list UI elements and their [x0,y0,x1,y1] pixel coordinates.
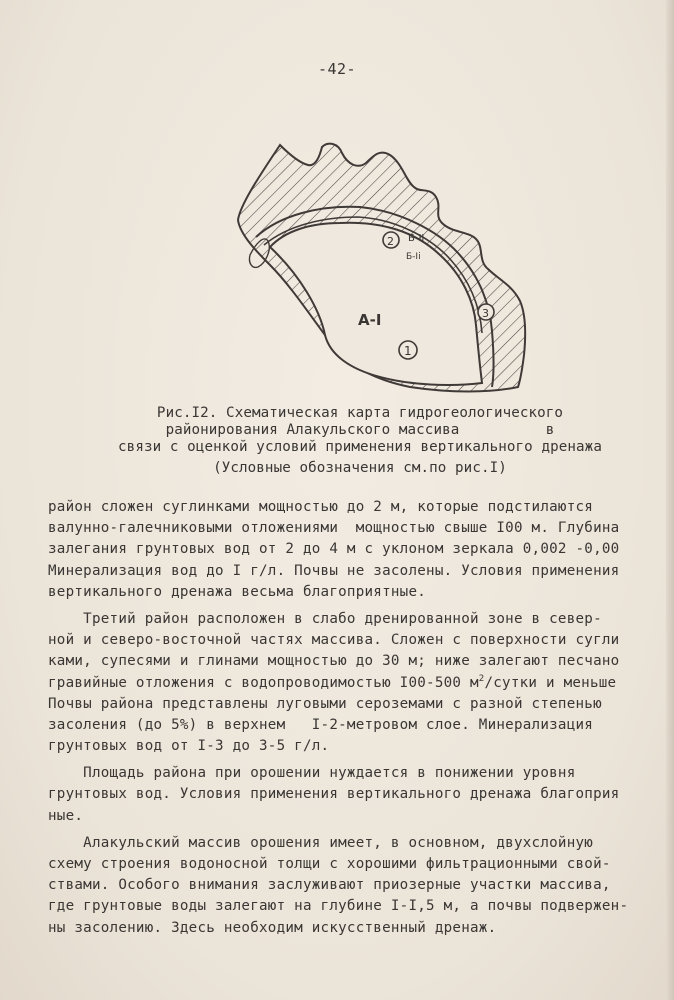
text-line-with-superscript [48,673,674,694]
hydrogeological-map-figure [230,135,530,400]
caption-line-2: районирования Алакульского массива в [165,422,555,438]
text-line: грунтовых вод от I-3 до 3-5 г/л. [48,738,330,755]
superscript: 2 [478,673,485,684]
text-line: Алакульский массив орошения имеет, в основном, двухслойную [48,834,594,851]
text-segment: гравийные отложения с водопроводимостью I00-500 м [48,674,479,691]
paragraph-3 [48,763,674,827]
text-line: засоления (до 5%) в верхнем I-2-метровом слое. Минерализация [48,716,594,733]
text-line: Минерализация вод до I г/л. Почвы не засолены. Условия применения [48,562,620,579]
caption-line-1: Рис.I2. Схематическая карта гидрогеологического [156,405,564,421]
zone-a1-label: А-I [358,311,382,329]
text-line: ной и северо-восточной частях массива. Сложен с поверхности сугли [48,632,620,649]
marker-1-label: 1 [404,344,412,358]
text-line: Площадь района при орошении нуждается в понижении уровня [48,765,576,782]
text-line: валунно-галечниковыми отложениями мощностью свыше I00 м. Глубина [48,520,620,537]
text-line: где грунтовые воды залегают на глубине I-I,5 м, а почвы подвержен- [48,898,629,915]
text-line: ны засолению. Здесь необходим искусственный дренаж. [48,919,497,936]
paragraph-4 [48,833,674,939]
text-line: грунтовых вод. Условия применения вертикального дренажа благоприя [48,786,620,803]
text-line: ные. [48,807,84,824]
body-text [48,497,674,939]
caption-line-3: связи с оценкой условий применения вертикального дренажа [118,439,602,455]
paragraph-1 [48,497,674,603]
text-line: Третий район расположен в слабо дренированной зоне в север- [48,610,602,627]
figure-caption [60,405,660,477]
text-line: ками, супесями и глинами мощностью до 30 м; ниже залегают песчано [48,653,620,670]
page-number: -42- [317,60,357,78]
text-line: район сложен суглинками мощностью до 2 м, которые подстилаются [48,499,594,515]
text-line: вертикального дренажа весьма благоприятные. [48,583,427,600]
marker-2-label: 2 [387,235,394,248]
text-line: Почвы района представлены луговыми сероземами с разной степенью [48,695,602,712]
text-segment: /сутки и меньше [484,674,617,691]
zone-b2-label: Б-II [408,233,425,244]
text-line: ствами. Особого внимания заслуживают приозерные участки массива, [48,877,611,894]
text-line: схему строения водоносной толщи с хорошими фильтрационными свой- [48,856,611,872]
zone-b1-label: Б-Ii [406,252,421,262]
text-line: залегания грунтовых вод от 2 до 4 м с уклоном зеркала 0,002 -0,00 [48,541,620,558]
paragraph-2 [48,609,674,757]
caption-legend-note: (Условные обозначения см.по рис.I) [213,460,507,476]
marker-3-label: 3 [482,307,489,320]
map-drawing [230,135,530,400]
